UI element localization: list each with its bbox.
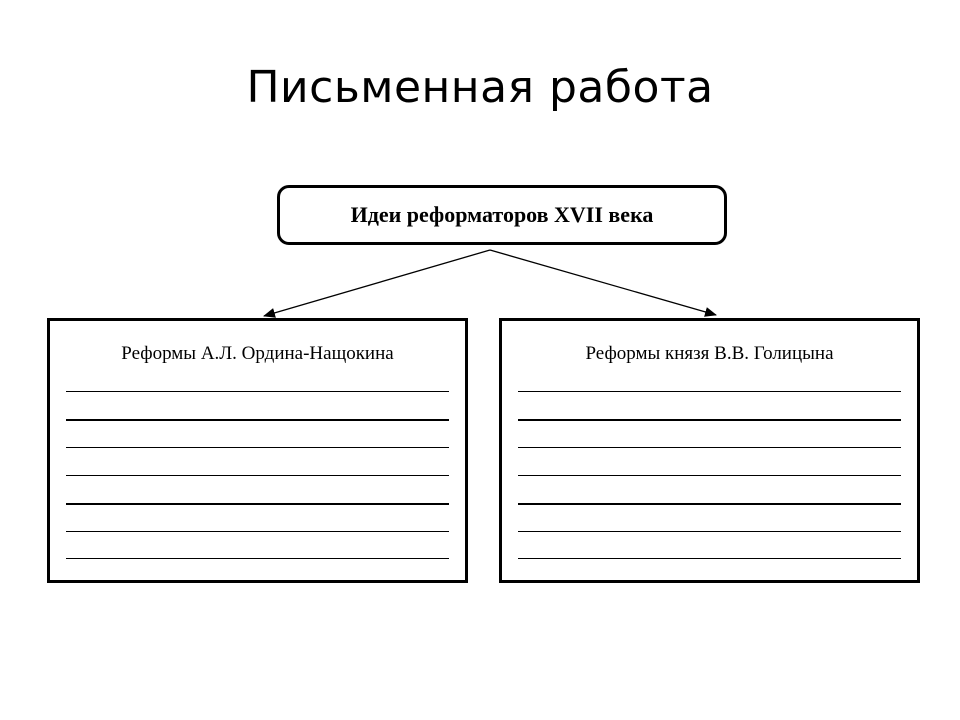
branch-node-golitsyn [499, 318, 920, 583]
answer-line [518, 531, 901, 532]
answer-line [66, 475, 449, 476]
arrow-to-right-branch [490, 250, 716, 315]
root-node [277, 185, 727, 245]
answer-line [66, 558, 449, 559]
answer-line [518, 391, 901, 392]
answer-line [518, 447, 901, 448]
page-title: Письменная работа [246, 62, 714, 113]
answer-line [66, 419, 449, 421]
answer-line [66, 447, 449, 448]
branch-title: Реформы А.Л. Ордина-Нащокина [121, 343, 394, 364]
branch-title: Реформы князя В.В. Голицына [585, 343, 834, 364]
answer-line [518, 558, 901, 559]
answer-line [66, 531, 449, 532]
answer-line [518, 503, 901, 505]
answer-line [66, 391, 449, 392]
answer-line [518, 419, 901, 421]
branch-node-ordin-nashchokin [47, 318, 468, 583]
root-node-label: Идеи реформаторов XVII века [350, 202, 654, 227]
arrow-to-left-branch [264, 250, 490, 316]
answer-line [66, 503, 449, 505]
answer-line [518, 475, 901, 476]
